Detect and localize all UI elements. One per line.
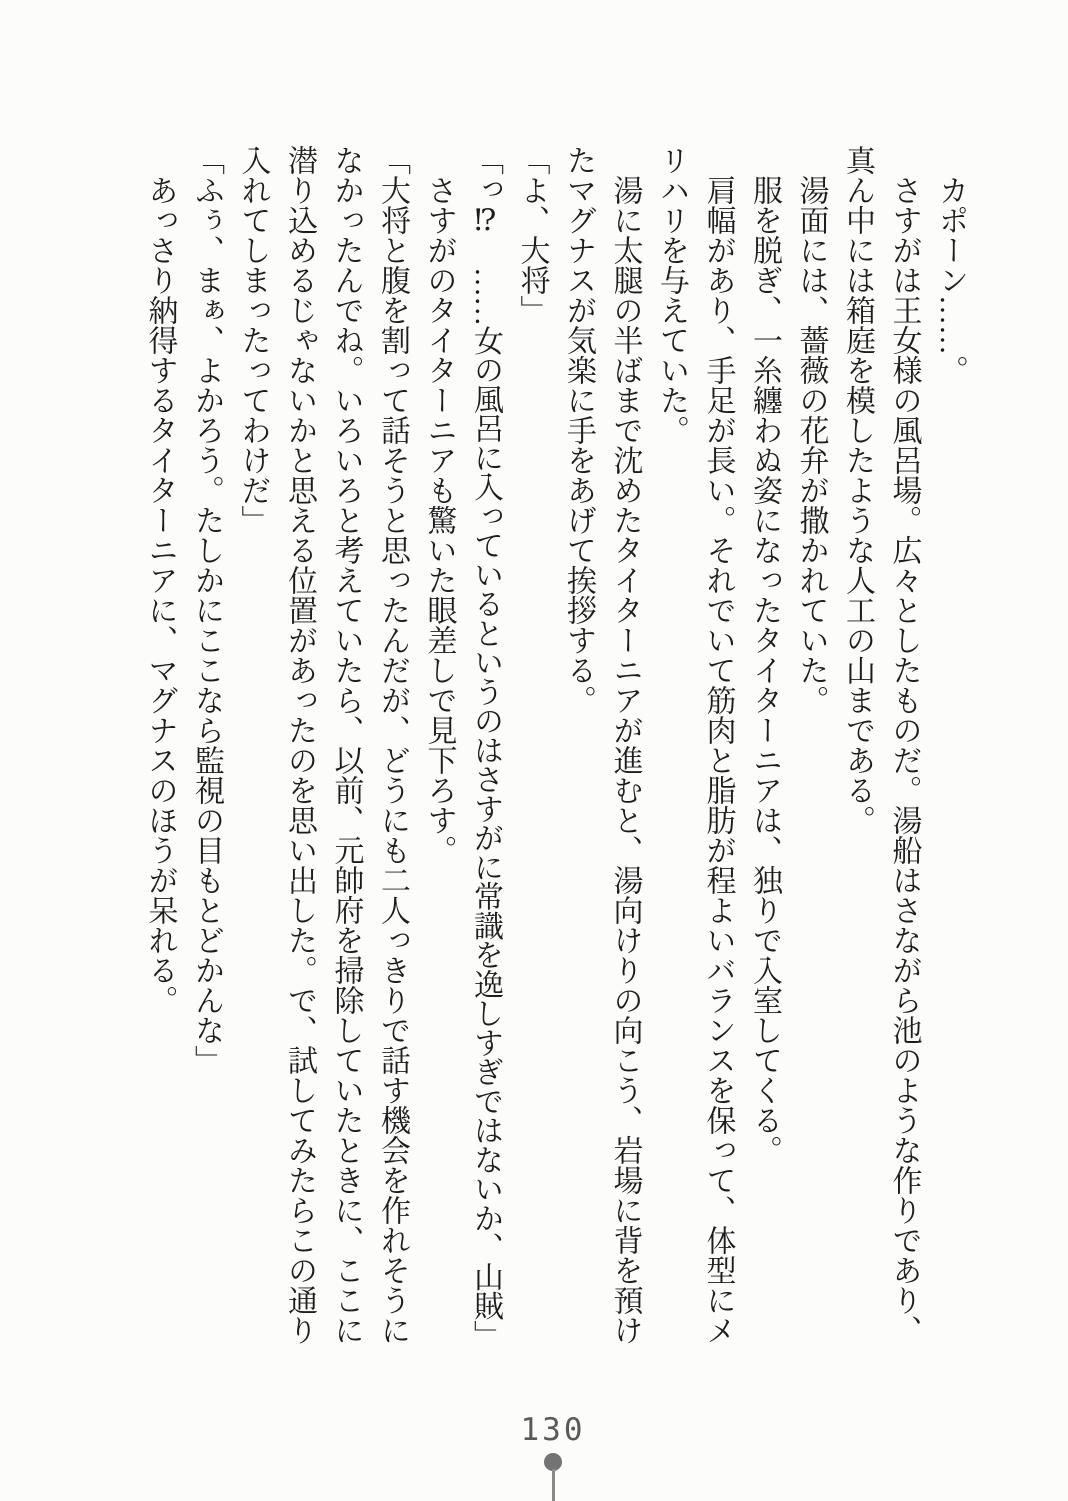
- page-footer: [0, 1412, 1068, 1500]
- text-column: さすがは王女様の風呂場。広々としたものだ。湯船はさながら池のような作りであり、: [887, 145, 921, 1345]
- text-column: 真ん中には箱庭を模したような人工の山まである。: [841, 145, 874, 835]
- text-column: あっさり納得するタイターニアに、マグナスのほうが呆れる。: [143, 145, 177, 1015]
- page-text: [128, 145, 965, 1377]
- text-column: 服を脱ぎ、一糸纏わぬ姿になったタイターニアは、独りで入室してくる。: [748, 145, 781, 1165]
- text-column-dialogue: 「よ、大将」: [515, 145, 549, 325]
- text-column: 入れてしまったってわけだ」: [236, 145, 270, 535]
- page-number: 130: [520, 1412, 586, 1448]
- text-column: さすがのタイターニアも驚いた眼差しで見下ろす。: [422, 145, 456, 865]
- text-column: 湯に太腿の半ばまで沈めたタイターニアが進むと、湯向けりの向こう、岩場に背を預け: [608, 145, 642, 1345]
- text-column: なかったんでね。いろいろと考えていたら、以前、元帥府を掃除していたときに、ここに: [329, 145, 363, 1345]
- page-marker-icon: [544, 1453, 562, 1500]
- text-column: カポーン……。: [934, 145, 967, 385]
- text-column: 肩幅があり、手足が長い。それでいて筋肉と脂肪が程よいバランスを保って、体型にメ: [701, 145, 735, 1345]
- text-column: 潜り込めるじゃないかと思える位置があったのを思い出した。で、試してみたらこの通り: [283, 145, 316, 1345]
- text-column: 湯面には、薔薇の花弁が撒かれていた。: [794, 145, 828, 715]
- text-column-dialogue: 「大将と腹を割って話そうと思ったんだが、どうにも二人っきりで話す機会を作れそうに: [376, 145, 409, 1345]
- text-column-dialogue: 「っ⁉ ……女の風呂に入っているというのはさすがに常識を逸しすぎではないか、山賊」: [469, 145, 502, 1350]
- text-column: リハリを与えていた。: [655, 145, 688, 445]
- text-column-dialogue: 「ふぅ、まぁ、よかろう。たしかにここなら監視の目もとどかんな」: [190, 145, 223, 1075]
- marker-line-icon: [552, 1469, 555, 1501]
- text-column: たマグナスが気楽に手をあげて挨拶する。: [562, 145, 595, 715]
